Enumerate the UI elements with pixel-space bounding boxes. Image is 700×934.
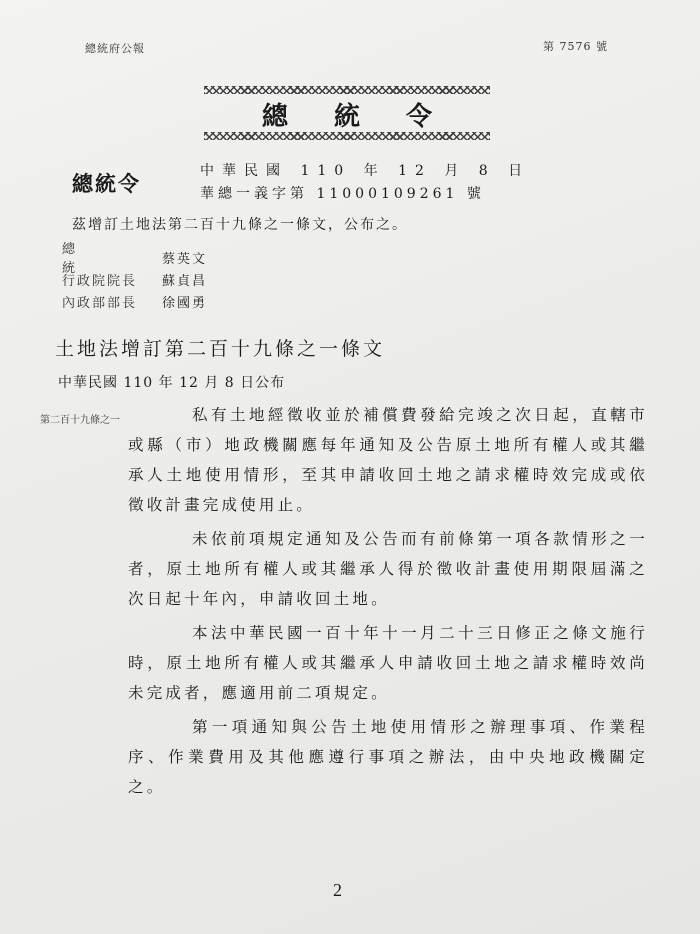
signatory-row: [62, 290, 207, 312]
article-paragraph: 第一項通知與公告土地使用情形之辦理事項、作業程序、作業費用及其他應遵行事項之辦法，由中央地政機關定之。: [128, 718, 648, 796]
promulgation-text: 茲增訂土地法第二百十九條之一條文，公布之。: [72, 217, 408, 233]
order-label: 總統令: [72, 171, 141, 196]
presidential-order-banner: [204, 86, 490, 142]
signatory-row: [62, 242, 208, 276]
signatory-name: 徐國勇: [162, 295, 208, 311]
issue-number: 第 7576 號: [543, 40, 608, 53]
signatory-row: [62, 268, 207, 290]
signatory-name: 蘇貞昌: [162, 273, 208, 289]
signatory-name: 蔡英文: [162, 251, 208, 267]
article-body: [128, 400, 648, 806]
publish-date: 中華民國 110 年 12 月 8 日公布: [58, 375, 286, 391]
order-date: 中華民國 110 年 12 月 8 日: [200, 163, 531, 179]
signatory-title: 行政院院長: [62, 273, 138, 289]
article-paragraph: 未依前項規定通知及公告而有前條第一項各款情形之一者，原土地所有權人或其繼承人得於徵收計畫使用期限屆滿之次日起十年內，申請收回土地。: [128, 530, 648, 608]
signatory-title: 內政部部長: [62, 295, 138, 311]
article-paragraph: 私有土地經徵收並於補償費發給完竣之次日起，直轄市或縣（市）地政機關應每年通知及公告原土地所有權人或其繼承人土地使用情形，至其申請收回土地之請求權時效完成或依徵收計畫完成使用止。: [128, 406, 648, 514]
signatory-title: 總 統: [62, 242, 137, 276]
article-paragraph: 本法中華民國一百十年十一月二十三日修正之條文施行時，原土地所有權人或其繼承人申請收回土地之請求權時效尚未完成者，應適用前二項規定。: [128, 624, 648, 702]
document-number: 華總一義字第 11000109261 號: [200, 186, 485, 202]
decorative-border-top: [204, 86, 490, 94]
article-label: 第二百十九條之一: [40, 415, 120, 426]
decorative-border-bottom: [204, 132, 490, 140]
signatories: [62, 242, 208, 312]
law-title: 土地法增訂第二百十九條之一條文: [55, 338, 386, 360]
banner-title: 總統令: [261, 102, 478, 132]
gazette-name: 總統府公報: [85, 42, 145, 55]
page-number: 2: [333, 880, 342, 900]
